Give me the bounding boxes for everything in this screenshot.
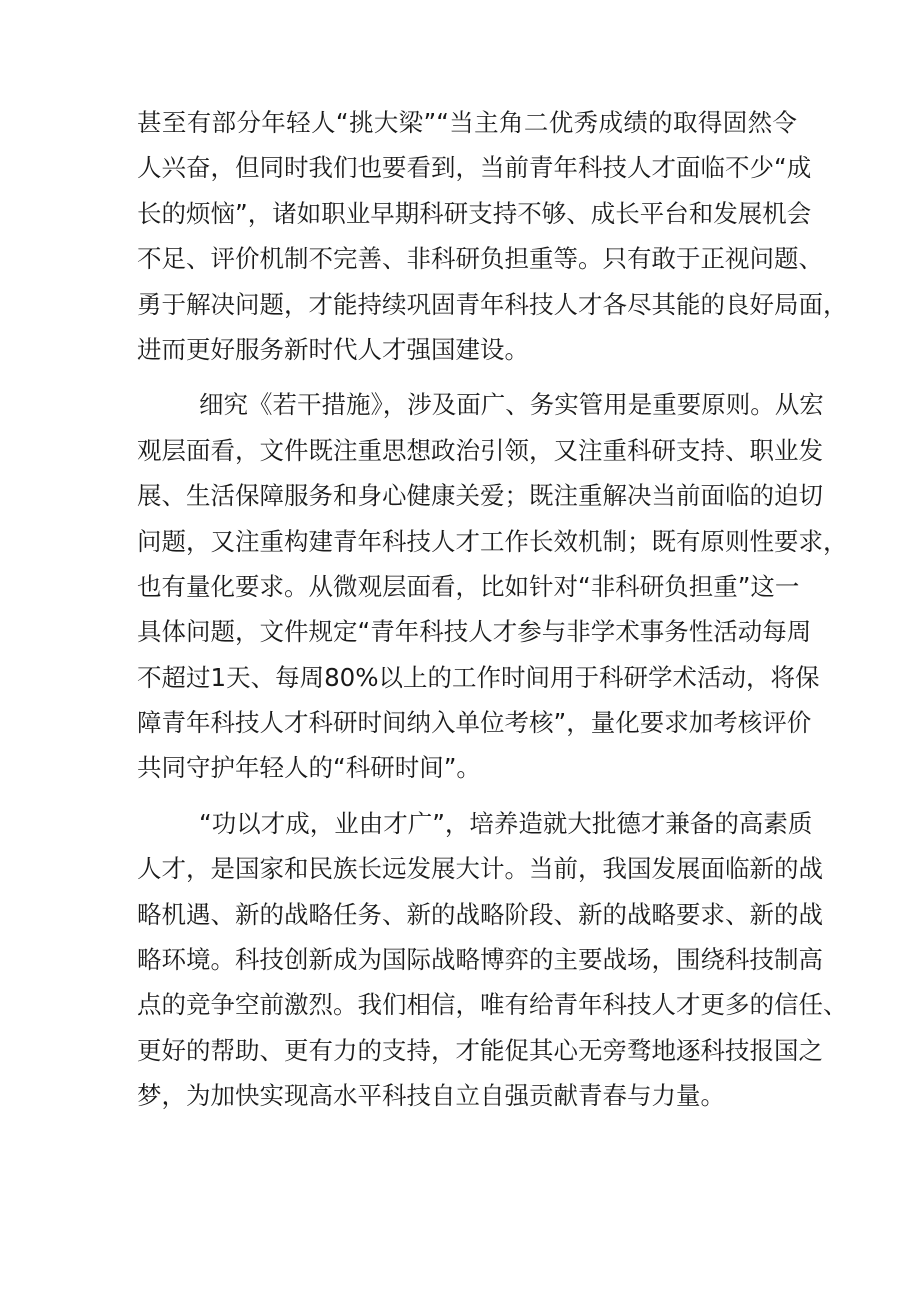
text-line: 具体问题，文件规定“青年科技人才参与非学术事务性活动每周 [137,617,812,647]
text-line: 共同守护年轻人的“科研时间”。 [137,753,481,783]
text-line: 人兴奋，但同时我们也要看到，当前青年科技人才面临不少“成 [137,153,812,183]
text-line: 不超过1天、每周80%以上的工作时间用于科研学术活动，将保 [137,662,820,692]
paragraph-3 [137,801,848,1119]
text-line: 略机遇、新的战略任务、新的战略阶段、新的战略要求、新的战 [137,899,823,929]
paragraph-1 [137,100,848,372]
text-line: 也有量化要求。从微观层面看，比如针对“非科研负担重”这一 [137,571,800,601]
text-line: 展、生活保障服务和身心健康关爱；既注重解决当前面临的迫切 [137,481,823,511]
text-line: 问题，又注重构建青年科技人才工作长效机制；既有原则性要求， [137,526,848,556]
text-line: 进而更好服务新时代人才强国建设。 [137,334,529,364]
text-line: 梦，为加快实现高水平科技自立自强贡献青春与力量。 [137,1081,725,1111]
text-line: 不足、评价机制不完善、非科研负担重等。只有敢于正视问题、 [137,244,823,274]
text-line: 点的竞争空前激烈。我们相信，唯有给青年科技人才更多的信任、 [137,990,848,1020]
text-line: “功以才成，业由才广”，培养造就大批德才兼备的高素质 [199,808,813,838]
text-line: 勇于解决问题，才能持续巩固青年科技人才各尽其能的良好局面， [137,289,848,319]
text-line: 甚至有部分年轻人“挑大梁”“当主角二优秀成绩的取得固然令 [137,108,797,137]
paragraph-2 [137,382,848,791]
text-line: 障青年科技人才科研时间纳入单位考核”，量化要求加考核评价 [137,708,812,738]
text-line: 细究《若干措施》，涉及面广、务实管用是重要原则。从宏 [199,390,824,420]
paragraph-gap [137,372,797,382]
text-line: 略环境。科技创新成为国际战略博弈的主要战场，围绕科技制高 [137,945,823,975]
text-line: 人才，是国家和民族长远发展大计。当前，我国发展面临新的战 [137,854,823,884]
article-body [137,100,848,1119]
text-line: 长的烦恼”，诸如职业早期科研支持不够、成长平台和发展机会 [137,198,812,228]
paragraph-gap [137,791,797,801]
text-line: 更好的帮助、更有力的支持，才能促其心无旁骛地逐科技报国之 [137,1035,823,1065]
text-line: 观层面看，文件既注重思想政治引领，又注重科研支持、职业发 [137,435,823,465]
